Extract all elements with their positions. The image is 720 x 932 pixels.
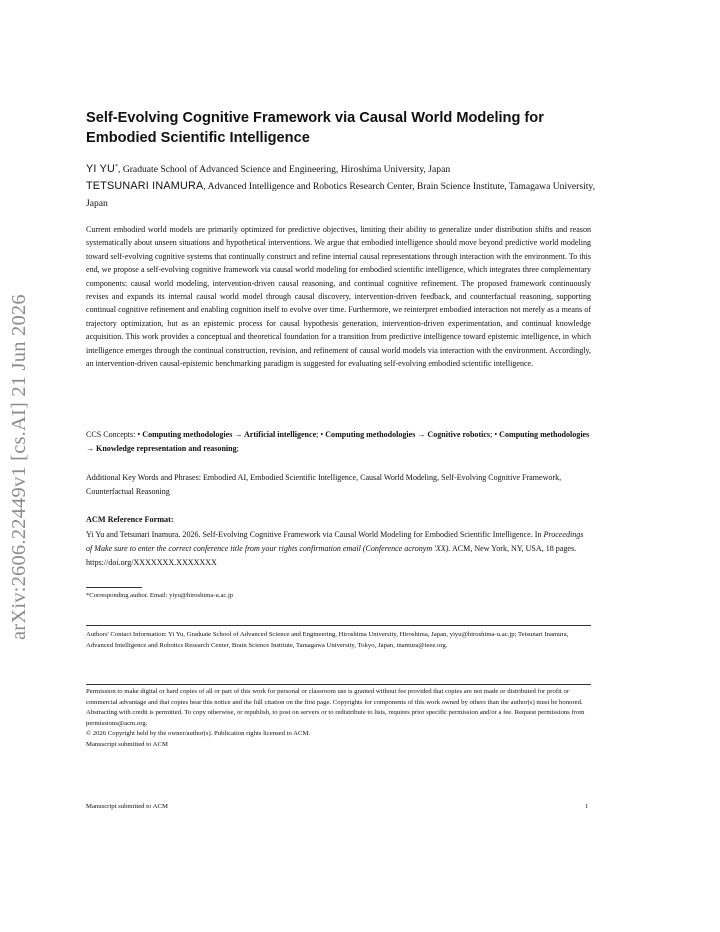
- author-name: TETSUNARI INAMURA: [86, 180, 204, 192]
- author-name: YI YU: [86, 163, 116, 176]
- reference-venue: Proceedings of Make sure to enter the correct conference title from your rights confirmation email (Conference acronym 'XX).: [86, 530, 584, 553]
- footnote-rule: [86, 587, 142, 588]
- contact-rule: [86, 625, 591, 626]
- ccs-bullet: •: [494, 430, 500, 439]
- ccs-item: Computing methodologies → Knowledge representation and reasoning: [86, 430, 590, 453]
- manuscript-note: Manuscript submitted to ACM: [86, 740, 168, 748]
- reference-format-heading: ACM Reference Format:: [86, 515, 174, 524]
- corresponding-mark: *: [115, 164, 119, 170]
- ccs-item: Computing methodologies → Cognitive robotics: [325, 430, 491, 439]
- permission-text: Permission to make digital or hard copies of all or part of this work for personal or classroom use is granted without fee provided that copies are not made or distributed for profit or commercial advantage and that copies bear this notice and the full citation on the first page. Copyrights for components of this work owned by others than the author(s) must be honored. Abstracting with credit is permitted. To copy otherwise, or republish, to post on servers or to redistribute to lists, requires prior specific permission and/or a fee. Request permissions from permissions@acm.org.: [86, 688, 585, 727]
- reference-in: In: [534, 530, 544, 539]
- authors-contact-information: Authors' Contact Information: Yi Yu, Graduate School of Advanced Science and Engineering, Hiroshima University, Hiroshima, Japan, yiyu@hiroshima-u.ac.jp; Tetsunari Inamura, Advanced Intelligence and Robotics Research Center, Brain Science Institute, Tamagawa University, Tokyo, Japan, inamura@ieee.org.: [86, 631, 569, 650]
- reference-line: Yi Yu and Tetsunari Inamura. 2026. Self-Evolving Cognitive Framework via Causal World Modeling for Embodied Scientific Intelligence.: [86, 530, 533, 539]
- abstract: Current embodied world models are primarily optimized for predictive objectives, limiting their ability to generalize under distribution shifts and reason systematically about unseen situations and hypothetical interventions. We argue that embodied intelligence should move beyond predictive world modeling toward self-evolving cognitive systems that continually construct and refine internal causal representations through interaction with the environment. To this end, we propose a self-evolving cognitive framework via causal world modeling for embodied scientific intelligence, which integrates three complementary components: causal world modeling, intervention-driven causal reasoning, and continual cognitive refinement. The proposed framework continuously revises and expands its internal causal world model through causal discovery, intervention-driven feedback, and counterfactual reasoning, supporting continual cognitive refinement and enabling cognition itself to evolve over time. Furthermore, we reinterpret embodied interaction not merely as a means of trajectory optimization, but as an epistemic process for causal hypothesis generation, intervention-driven experimentation, and continual knowledge acquisition. This work provides a conceptual and theoretical foundation for a transition from predictive intelligence toward epistemic intelligence, in which intelligence emerges through the continual construction, revision, and refinement of causal world models via interaction with the environment. Accordingly, an intervention-driven causal-epistemic benchmarking paradigm is suggested for evaluating self-evolving embodied scientific intelligence.: [86, 225, 591, 369]
- keywords: [86, 471, 591, 499]
- author-line-2: [86, 178, 596, 212]
- author-affiliation: , Graduate School of Advanced Science and Engineering, Hiroshima University, Japan: [118, 164, 451, 176]
- ccs-label: CCS Concepts:: [86, 430, 138, 439]
- arxiv-identifier-stamp: arXiv:2606.22449v1 [cs.AI] 21 Jun 2026: [8, 294, 30, 640]
- keywords-text: Embodied AI, Embodied Scientific Intelligence, Causal World Modeling, Self-Evolving Cognitive Framework, Counterfactual Reasoning: [86, 473, 562, 496]
- footer-manuscript: Manuscript submitted to ACM: [86, 803, 168, 810]
- ccs-item: Computing methodologies → Artificial intelligence: [142, 430, 317, 439]
- permission-rule: [86, 684, 591, 685]
- footnote-corresponding-author: *Corresponding author. Email: yiyu@hiroshima-u.ac.jp: [86, 592, 234, 599]
- author-line-1: [86, 159, 596, 178]
- permission-notice: [86, 687, 591, 750]
- copyright-line: © 2026 Copyright held by the owner/author(s). Publication rights licensed to ACM.: [86, 730, 311, 737]
- ccs-concepts: CCS Concepts: • Computing methodologies → Artificial intelligence; • Computing methodologies → Cognitive robotics; • Computing methodologies → Knowledge representation and reasoning;: [86, 430, 590, 453]
- ccs-bullet: •: [320, 430, 326, 439]
- keywords-label: Additional Key Words and Phrases:: [86, 473, 203, 482]
- paper-title: Self-Evolving Cognitive Framework via Causal World Modeling for Embodied Scientific Intelligence: [86, 110, 544, 146]
- reference-format-body: [86, 528, 591, 570]
- page-number: 1: [585, 803, 589, 810]
- author-affiliation: , Advanced Intelligence and Robotics Research Center, Brain Science Institute, Tamagawa University, Japan: [86, 181, 596, 209]
- reference-rest[interactable]: ACM, New York, NY, USA, 18 pages. https://doi.org/XXXXXXX.XXXXXXX: [86, 544, 577, 567]
- ccs-bullet: •: [137, 430, 143, 439]
